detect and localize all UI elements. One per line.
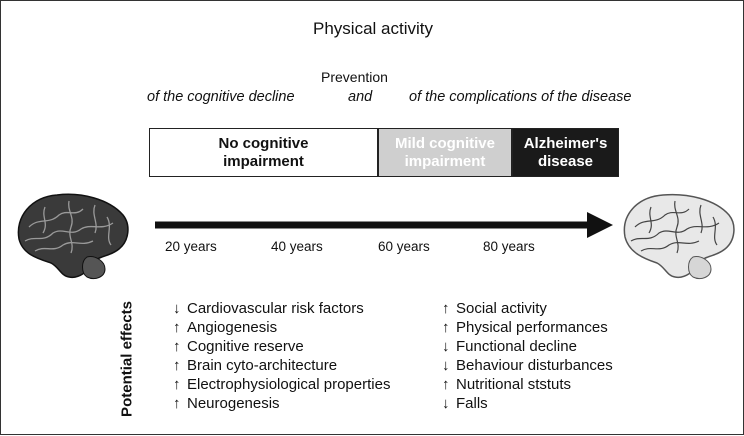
effect-arrow-icon: ↓ xyxy=(173,300,181,317)
diagram-title: Physical activity xyxy=(313,19,433,38)
effect-text: Nutritional ststuts xyxy=(456,376,572,393)
effect-text: Cognitive reserve xyxy=(187,338,304,355)
prevention-and: and xyxy=(348,89,373,105)
effect-arrow-icon: ↓ xyxy=(442,357,450,374)
effect-item xyxy=(173,337,390,356)
effect-arrow-icon: ↓ xyxy=(442,395,450,412)
prevention-right: of the complications of the disease xyxy=(409,89,632,105)
effect-item xyxy=(442,375,613,394)
effect-text: Angiogenesis xyxy=(187,319,278,336)
stage-line: impairment xyxy=(404,152,486,170)
effect-item xyxy=(442,394,613,413)
effect-text: Social activity xyxy=(456,300,547,317)
effect-text: Brain cyto-architecture xyxy=(187,357,338,374)
stage-line: No cognitive xyxy=(218,134,309,152)
effect-text: Electrophysiological properties xyxy=(187,376,391,393)
stage-line: impairment xyxy=(223,152,304,170)
effect-item xyxy=(173,299,390,318)
age-tick: 20 years xyxy=(165,239,217,254)
age-tick: 80 years xyxy=(483,239,535,254)
healthy-brain-icon xyxy=(9,187,134,287)
alzheimer-brain-icon xyxy=(615,187,740,287)
effect-arrow-icon: ↓ xyxy=(442,338,450,355)
stage-line: disease xyxy=(537,152,594,170)
effect-item xyxy=(173,356,390,375)
effect-text: Behaviour disturbances xyxy=(456,357,613,374)
effect-text: Functional decline xyxy=(456,338,577,355)
effect-item xyxy=(442,337,613,356)
effect-arrow-icon: ↑ xyxy=(442,319,450,336)
effect-arrow-icon: ↑ xyxy=(442,300,450,317)
prevention-left: of the cognitive decline xyxy=(147,89,295,105)
effect-item xyxy=(442,356,613,375)
effect-arrow-icon: ↑ xyxy=(173,357,181,374)
effect-arrow-icon: ↑ xyxy=(173,319,181,336)
effect-text: Cardiovascular risk factors xyxy=(187,300,364,317)
stage-line: Mild cognitive xyxy=(394,134,495,152)
effect-item xyxy=(173,375,390,394)
potential-effects-label: Potential effects xyxy=(118,301,136,417)
effects-left-list xyxy=(173,299,390,413)
effect-text: Physical performances xyxy=(456,319,608,336)
effect-item xyxy=(173,318,390,337)
effect-arrow-icon: ↑ xyxy=(173,395,181,412)
effects-right-list xyxy=(442,299,613,413)
effect-item xyxy=(173,394,390,413)
timeline-arrow-head xyxy=(587,212,613,238)
effect-arrow-icon: ↑ xyxy=(173,338,181,355)
effect-arrow-icon: ↑ xyxy=(173,376,181,393)
effect-item xyxy=(442,318,613,337)
age-tick: 40 years xyxy=(271,239,323,254)
effect-item xyxy=(442,299,613,318)
prevention-label: Prevention xyxy=(321,69,388,85)
age-tick: 60 years xyxy=(378,239,430,254)
effect-text: Falls xyxy=(456,395,488,412)
effect-arrow-icon: ↑ xyxy=(442,376,450,393)
stage-line: Alzheimer's xyxy=(523,134,608,152)
effect-text: Neurogenesis xyxy=(187,395,280,412)
